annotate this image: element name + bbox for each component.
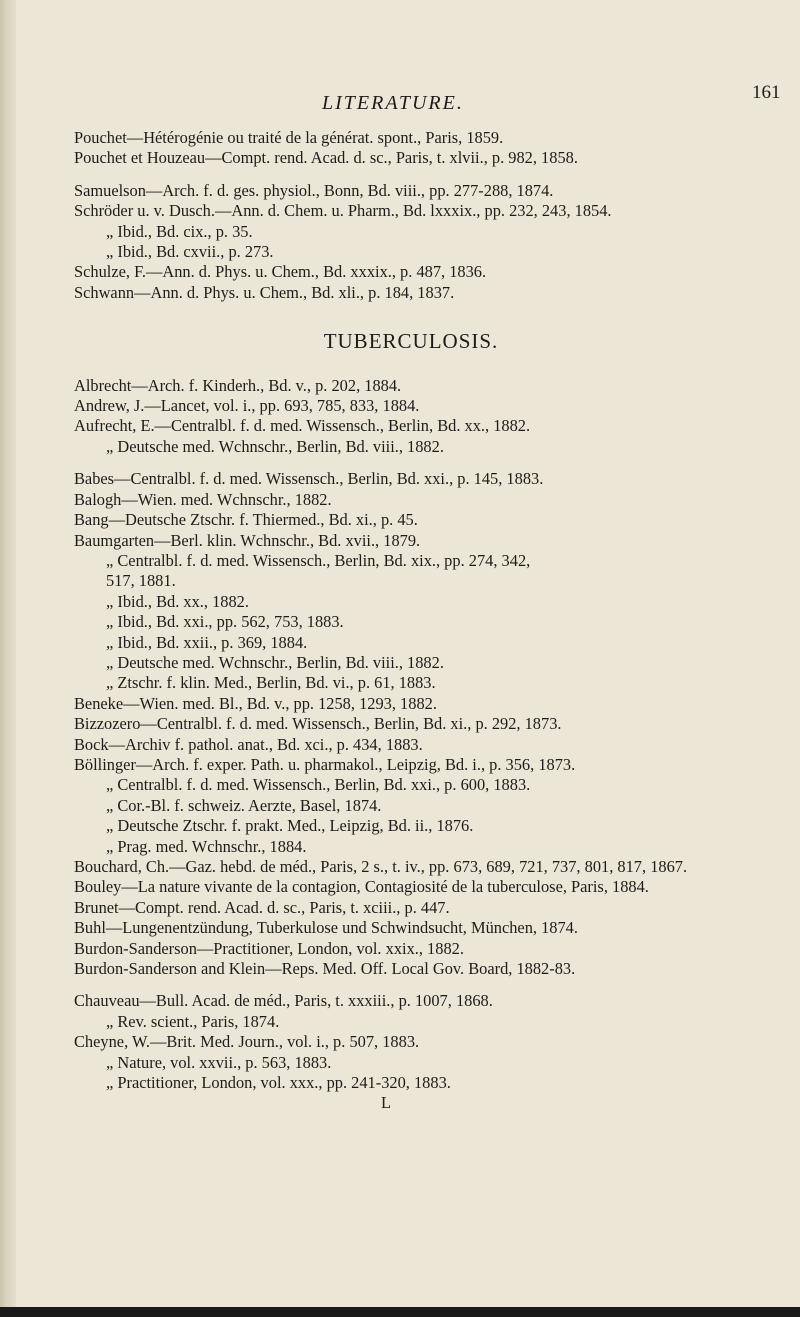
- group-gap: [74, 979, 788, 991]
- bibliography-entry: Pouchet—Hétérogénie ou traité de la générat. spont., Paris, 1859.: [74, 128, 504, 147]
- bibliography-entry: „ Cor.-Bl. f. schweiz. Aerzte, Basel, 1874.: [106, 795, 382, 815]
- bibliography-entry: Brunet—Compt. rend. Acad. d. sc., Paris, t. xciii., p. 447.: [74, 897, 450, 917]
- bibliography-entry: Cheyne, W.—Brit. Med. Journ., vol. i., p. 507, 1883.: [74, 1032, 420, 1052]
- bibliography-entry: „ Ibid., Bd. xxii., p. 369, 1884.: [106, 632, 308, 652]
- bibliography-entry: „ Ibid., Bd. cix., p. 35.: [106, 221, 253, 241]
- bibliography-entry: Buhl—Lungenentzündung, Tuberkulose und Schwindsucht, München, 1874.: [74, 918, 578, 938]
- page-bottom-edge: [0, 1307, 800, 1317]
- group-gap: [74, 169, 788, 181]
- bibliography-entry: Samuelson—Arch. f. d. ges. physiol., Bonn, Bd. viii., pp. 277-288, 1874.: [74, 180, 554, 200]
- bibliography-entry: Bang—Deutsche Ztschr. f. Thiermed., Bd. xi., p. 45.: [74, 510, 418, 530]
- bibliography-group: [74, 181, 788, 303]
- bibliography-entry: „ Prag. med. Wchnschr., 1884.: [106, 836, 307, 856]
- bibliography-entry: Burdon-Sanderson—Practitioner, London, vol. xxix., 1882.: [74, 938, 464, 958]
- bibliography-entry: „ Deutsche Ztschr. f. prakt. Med., Leipzig, Bd. ii., 1876.: [106, 816, 474, 836]
- bibliography-group: [74, 469, 788, 979]
- group-gap: [74, 457, 788, 469]
- bibliography-entry: „ Deutsche med. Wchnschr., Berlin, Bd. viii., 1882.: [106, 436, 444, 456]
- section-title: TUBERCULOSIS.: [323, 329, 499, 354]
- bibliography-entry: Babes—Centralbl. f. d. med. Wissensch., Berlin, Bd. xxi., p. 145, 1883.: [74, 469, 544, 489]
- bibliography-entry: „ Nature, vol. xxvii., p. 563, 1883.: [106, 1052, 332, 1072]
- bibliography-entry: Bouchard, Ch.—Gaz. hebd. de méd., Paris, 2 s., t. iv., pp. 673, 689, 721, 737, 801, 817, 1867.: [74, 857, 688, 876]
- bibliography-entry: Pouchet et Houzeau—Compt. rend. Acad. d. sc., Paris, t. xlvii., p. 982, 1858.: [74, 148, 578, 168]
- bibliography-entry: Beneke—Wien. med. Bl., Bd. v., pp. 1258, 1293, 1882.: [74, 693, 437, 713]
- bibliography-entry: „ Practitioner, London, vol. xxx., pp. 241-320, 1883.: [106, 1073, 451, 1093]
- bibliography-entry: Bock—Archiv f. pathol. anat., Bd. xci., p. 434, 1883.: [74, 734, 423, 754]
- running-head: LITERATURE.: [322, 92, 464, 114]
- bibliography-entry: Andrew, J.—Lancet, vol. i., pp. 693, 785, 833, 1884.: [74, 396, 420, 416]
- page-number: 161: [752, 82, 781, 103]
- bibliography-entry: „ Ibid., Bd. cxvii., p. 273.: [106, 242, 274, 262]
- signature-mark: L: [381, 1093, 392, 1113]
- bibliography-entry: Baumgarten—Berl. klin. Wchnschr., Bd. xvii., 1879.: [74, 530, 421, 550]
- bibliography-group: [74, 376, 788, 458]
- book-gutter: [0, 0, 16, 1317]
- bibliography-entry: Balogh—Wien. med. Wchnschr., 1882.: [74, 489, 332, 509]
- bibliography-entry: Burdon-Sanderson and Klein—Reps. Med. Off. Local Gov. Board, 1882-83.: [74, 959, 576, 979]
- bibliography-entry: „ Ztschr. f. klin. Med., Berlin, Bd. vi., p. 61, 1883.: [106, 673, 436, 693]
- bibliography-entry: Bouley—La nature vivante de la contagion, Contagiosité de la tuberculose, Paris, 1884.: [74, 877, 649, 897]
- bibliography-entry: Aufrecht, E.—Centralbl. f. d. med. Wissensch., Berlin, Bd. xx., 1882.: [74, 416, 531, 436]
- bibliography-entry-continuation: 517, 1881.: [106, 571, 176, 591]
- bibliography-entry: „ Ibid., Bd. xx., 1882.: [106, 591, 249, 611]
- bibliography-entry: „ Deutsche med. Wchnschr., Berlin, Bd. viii., 1882.: [106, 652, 444, 672]
- bibliography-entry: „ Centralbl. f. d. med. Wissensch., Berlin, Bd. xix., pp. 274, 342,: [106, 550, 531, 570]
- bibliography-group: [74, 991, 788, 1093]
- bibliography-entry: „ Rev. scient., Paris, 1874.: [106, 1011, 280, 1031]
- bibliography-entry: Chauveau—Bull. Acad. de méd., Paris, t. xxxiii., p. 1007, 1868.: [74, 991, 493, 1011]
- bibliography-entry: Bizzozero—Centralbl. f. d. med. Wissensch., Berlin, Bd. xi., p. 292, 1873.: [74, 714, 562, 734]
- bibliography-entry: Schwann—Ann. d. Phys. u. Chem., Bd. xli., p. 184, 1837.: [74, 282, 455, 302]
- page-header: [0, 82, 800, 116]
- bibliography-entry: Böllinger—Arch. f. exper. Path. u. pharmakol., Leipzig, Bd. i., p. 356, 1873.: [74, 754, 576, 774]
- bibliography: [74, 128, 788, 1114]
- bibliography-entry: Schröder u. v. Dusch.—Ann. d. Chem. u. Pharm., Bd. lxxxix., pp. 232, 243, 1854.: [74, 201, 612, 221]
- bibliography-group: [74, 128, 788, 169]
- bibliography-entry: Schulze, F.—Ann. d. Phys. u. Chem., Bd. xxxix., p. 487, 1836.: [74, 262, 487, 282]
- bibliography-entry: „ Centralbl. f. d. med. Wissensch., Berlin, Bd. xxi., p. 600, 1883.: [106, 775, 531, 795]
- bibliography-entry: „ Ibid., Bd. xxi., pp. 562, 753, 1883.: [106, 612, 344, 632]
- bibliography-entry: Albrecht—Arch. f. Kinderh., Bd. v., p. 202, 1884.: [74, 375, 402, 395]
